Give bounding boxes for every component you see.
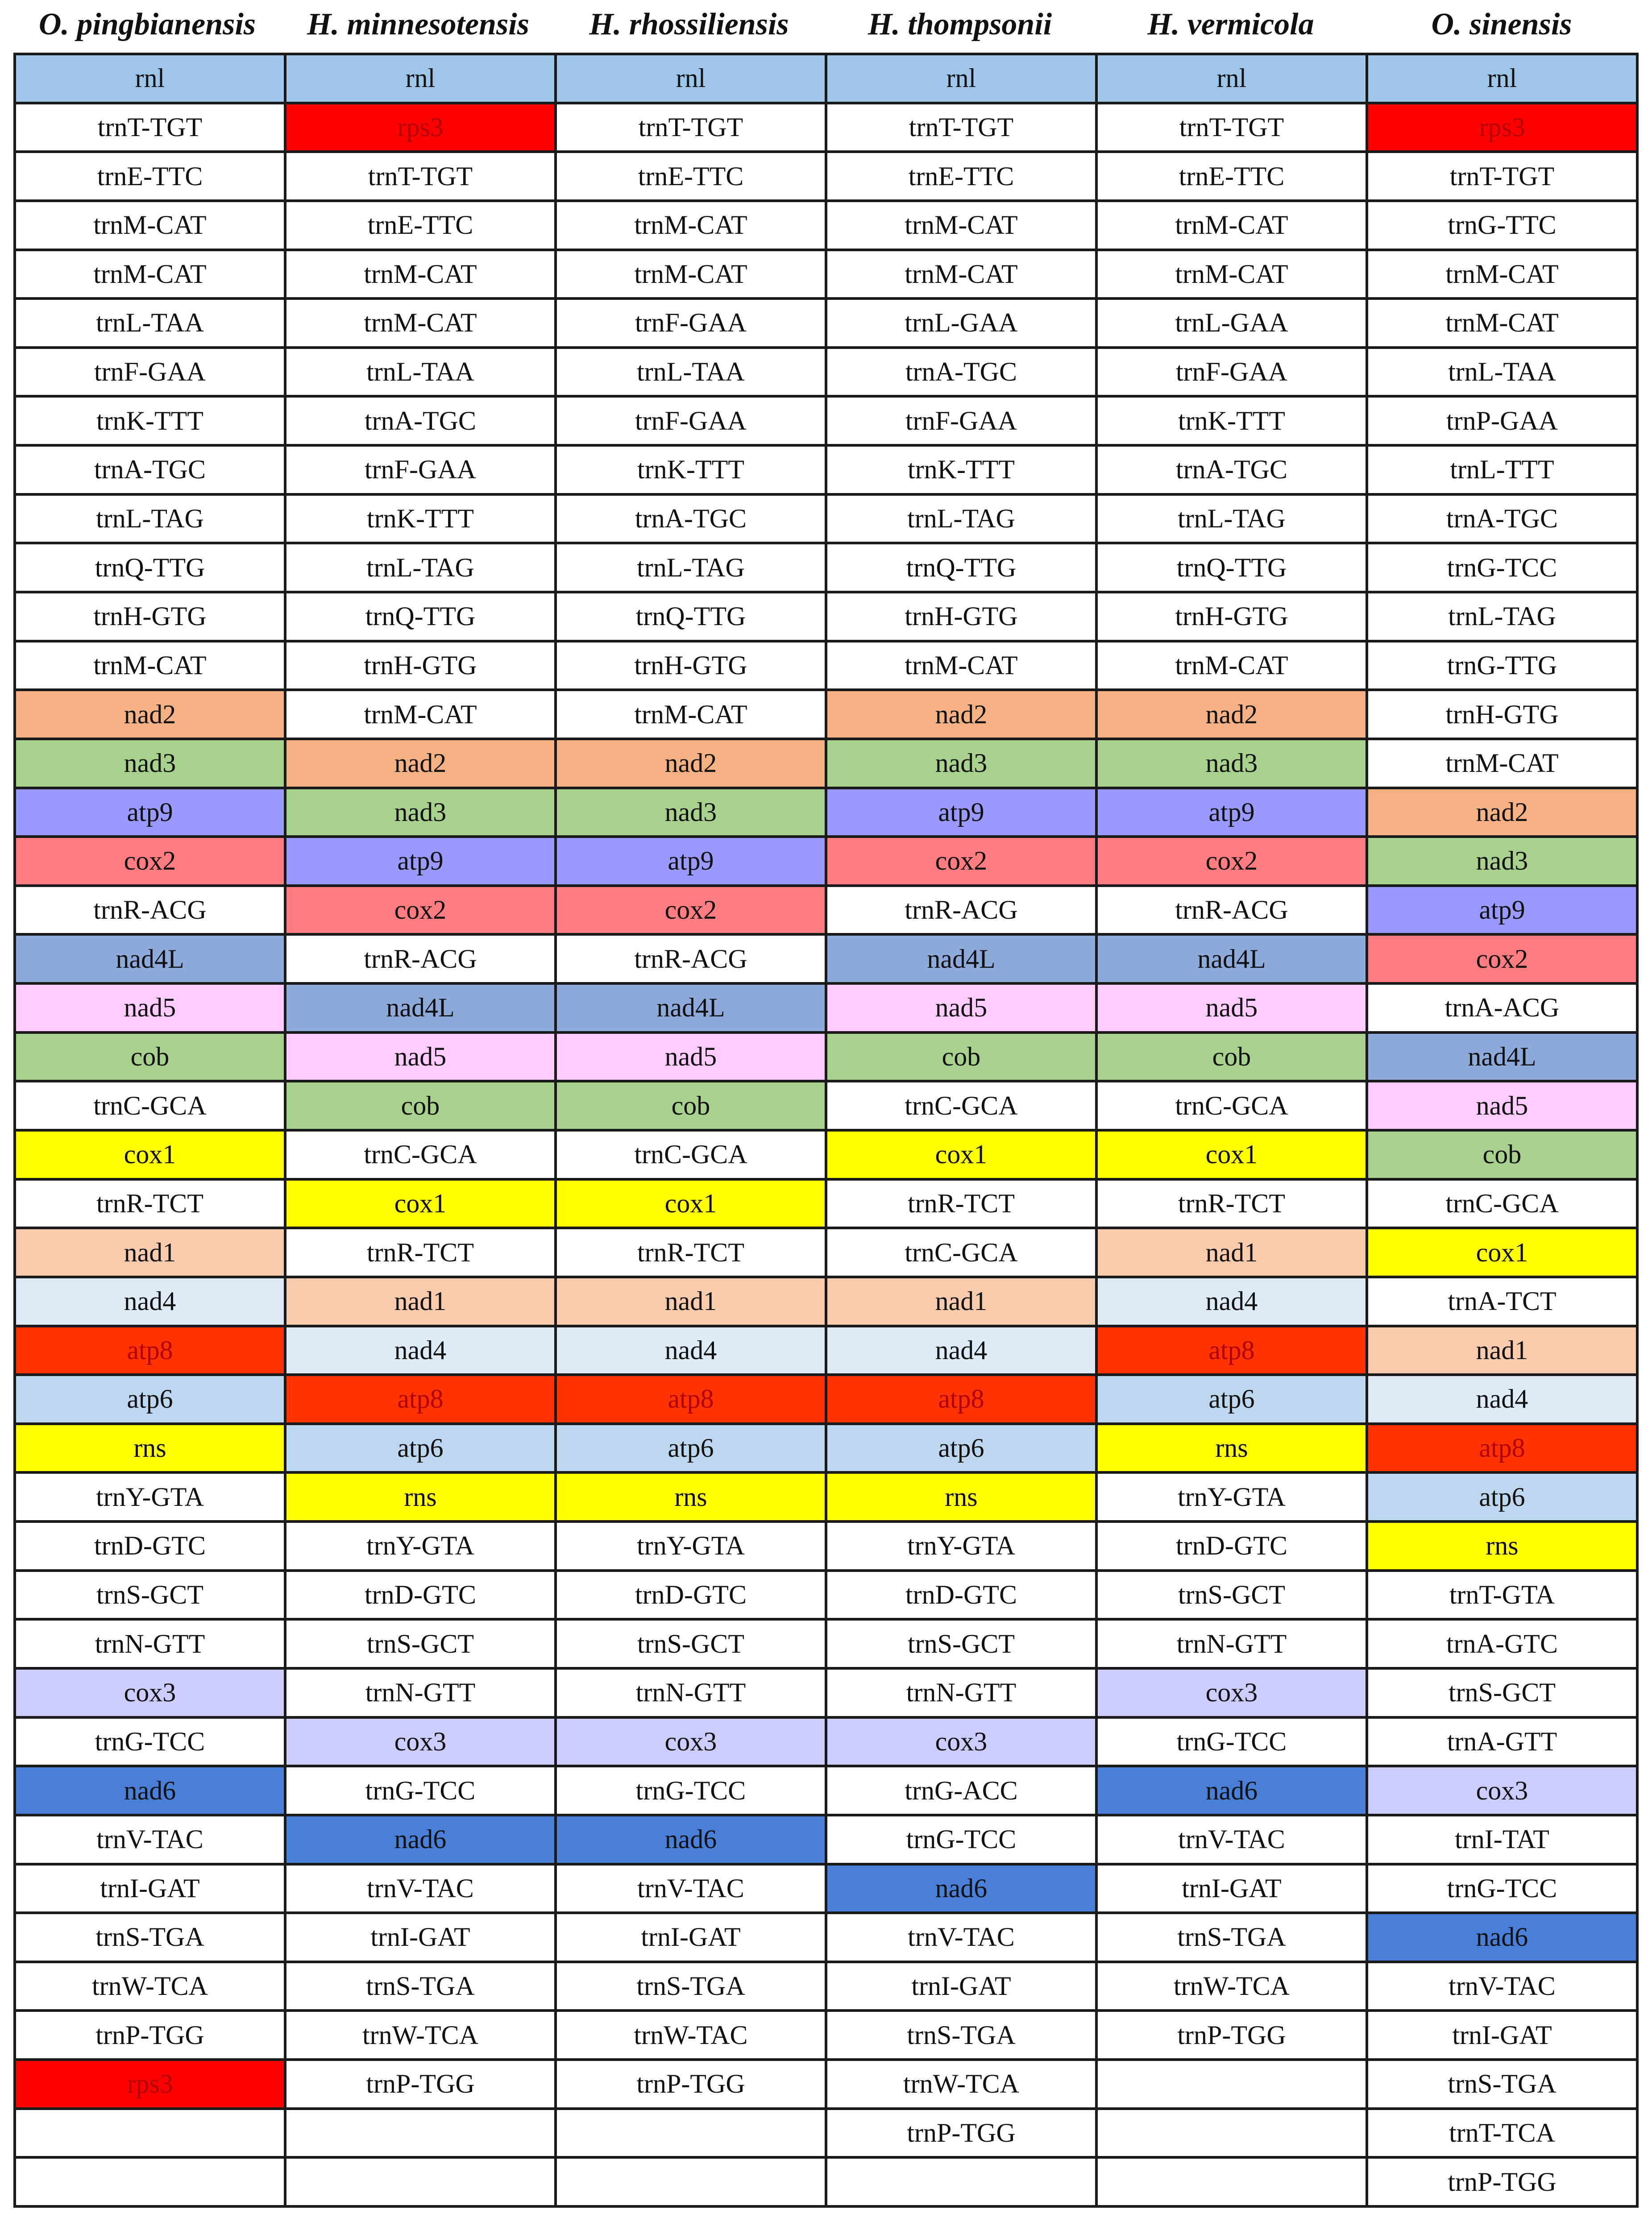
gene-cell: trnC-GCA (557, 1132, 827, 1181)
gene-cell: trnG-TCC (1368, 544, 1639, 593)
gene-cell: nad6 (557, 1816, 827, 1866)
gene-cell: cox1 (827, 1132, 1098, 1181)
gene-cell: trnC-GCA (286, 1132, 557, 1181)
gene-cell: nad6 (1098, 1767, 1368, 1816)
gene-cell: trnV-TAC (1368, 1963, 1639, 2012)
gene-cell: trnS-GCT (557, 1621, 827, 1670)
gene-cell: trnC-GCA (827, 1229, 1098, 1278)
gene-cell: trnE-TTC (1098, 153, 1368, 202)
gene-cell: trnR-TCT (557, 1229, 827, 1278)
gene-cell: trnS-GCT (286, 1621, 557, 1670)
gene-cell: nad4 (286, 1327, 557, 1376)
gene-cell: atp8 (557, 1376, 827, 1425)
gene-cell: atp6 (1368, 1474, 1639, 1523)
gene-cell: nad3 (557, 789, 827, 838)
gene-cell: trnV-TAC (557, 1866, 827, 1915)
gene-cell: trnA-ACG (1368, 985, 1639, 1034)
gene-cell: trnD-GTC (827, 1572, 1098, 1621)
gene-cell: trnL-TAA (557, 349, 827, 398)
gene-cell: nad2 (557, 740, 827, 789)
gene-cell: trnW-TAC (557, 2012, 827, 2061)
gene-cell: atp9 (16, 789, 286, 838)
gene-cell: trnC-GCA (1368, 1181, 1639, 1230)
gene-cell: trnH-GTG (16, 593, 286, 643)
gene-cell: atp6 (286, 1425, 557, 1474)
gene-cell: trnQ-TTG (1098, 544, 1368, 593)
gene-cell: trnH-GTG (557, 643, 827, 692)
gene-cell: trnK-TTT (16, 398, 286, 447)
gene-cell: nad4L (827, 936, 1098, 985)
gene-cell: trnG-ACC (827, 1767, 1098, 1816)
gene-cell: rns (1098, 1425, 1368, 1474)
gene-cell: trnS-GCT (1098, 1572, 1368, 1621)
column-header-h-vermicola: H. vermicola (1147, 7, 1314, 41)
gene-cell (557, 2159, 827, 2208)
gene-cell (1098, 2110, 1368, 2159)
gene-cell: trnW-TCA (286, 2012, 557, 2061)
gene-cell: nad1 (1098, 1229, 1368, 1278)
column-header-h-rhossiliensis: H. rhossiliensis (589, 7, 789, 41)
gene-cell: trnP-TGG (1098, 2012, 1368, 2061)
gene-cell: trnV-TAC (16, 1816, 286, 1866)
gene-cell: trnN-GTT (557, 1670, 827, 1719)
gene-cell: trnM-CAT (16, 251, 286, 300)
gene-cell: trnR-TCT (16, 1181, 286, 1230)
gene-cell: trnP-TGG (557, 2061, 827, 2110)
gene-cell: trnK-TTT (827, 447, 1098, 496)
gene-cell: trnG-TCC (557, 1767, 827, 1816)
gene-cell: trnR-TCT (1098, 1181, 1368, 1230)
gene-cell: trnI-TAT (1368, 1816, 1639, 1866)
gene-cell: trnV-TAC (1098, 1816, 1368, 1866)
gene-cell: cox2 (827, 838, 1098, 887)
gene-cell: trnR-TCT (286, 1229, 557, 1278)
gene-cell: rnl (1368, 55, 1639, 104)
gene-cell: nad3 (16, 740, 286, 789)
gene-cell: nad3 (1098, 740, 1368, 789)
gene-cell: trnM-CAT (1368, 251, 1639, 300)
gene-cell: rns (827, 1474, 1098, 1523)
gene-cell: trnH-GTG (1368, 691, 1639, 740)
gene-cell: trnD-GTC (16, 1523, 286, 1572)
gene-cell: nad4L (286, 985, 557, 1034)
gene-cell: trnG-TCC (16, 1719, 286, 1768)
gene-cell: trnH-GTG (1098, 593, 1368, 643)
gene-cell: trnD-GTC (557, 1572, 827, 1621)
gene-cell: trnL-TAA (16, 300, 286, 349)
gene-cell: cox1 (1368, 1229, 1639, 1278)
gene-cell: trnW-TCA (16, 1963, 286, 2012)
gene-cell: trnG-TCC (286, 1767, 557, 1816)
gene-cell: nad4 (557, 1327, 827, 1376)
gene-cell: trnC-GCA (1098, 1082, 1368, 1132)
gene-cell: trnF-GAA (557, 398, 827, 447)
gene-cell: atp9 (1098, 789, 1368, 838)
gene-cell: rnl (827, 55, 1098, 104)
gene-cell: atp9 (827, 789, 1098, 838)
gene-cell: trnN-GTT (16, 1621, 286, 1670)
gene-cell (557, 2110, 827, 2159)
gene-cell (286, 2159, 557, 2208)
gene-cell: trnG-TCC (1368, 1866, 1639, 1915)
gene-cell: trnN-GTT (827, 1670, 1098, 1719)
gene-cell: trnA-TGC (1098, 447, 1368, 496)
gene-cell: rns (16, 1425, 286, 1474)
gene-cell: nad4L (16, 936, 286, 985)
gene-cell: trnV-TAC (827, 1914, 1098, 1963)
gene-cell: trnM-CAT (557, 251, 827, 300)
gene-cell: trnE-TTC (16, 153, 286, 202)
gene-cell: cob (286, 1082, 557, 1132)
gene-cell: atp8 (286, 1376, 557, 1425)
gene-cell: nad5 (286, 1034, 557, 1083)
gene-cell: cox1 (1098, 1132, 1368, 1181)
gene-cell: rnl (1098, 55, 1368, 104)
gene-cell: cob (827, 1034, 1098, 1083)
gene-cell: cox2 (16, 838, 286, 887)
gene-cell: rnl (286, 55, 557, 104)
gene-cell: nad4L (557, 985, 827, 1034)
gene-cell: trnM-CAT (286, 691, 557, 740)
gene-cell: nad4 (16, 1278, 286, 1327)
gene-cell: rnl (16, 55, 286, 104)
gene-cell: atp8 (1098, 1327, 1368, 1376)
gene-cell: rns (557, 1474, 827, 1523)
gene-cell: trnF-GAA (827, 398, 1098, 447)
column-header-h-thompsonii: H. thompsonii (868, 7, 1052, 41)
gene-cell: nad1 (557, 1278, 827, 1327)
gene-cell: trnI-GAT (16, 1866, 286, 1915)
gene-cell: atp6 (1098, 1376, 1368, 1425)
gene-cell (1098, 2061, 1368, 2110)
gene-cell: trnE-TTC (557, 153, 827, 202)
gene-cell: trnM-CAT (827, 251, 1098, 300)
gene-cell: trnT-TGT (16, 104, 286, 153)
gene-cell: trnA-TGC (16, 447, 286, 496)
gene-cell: trnS-TGA (1098, 1914, 1368, 1963)
gene-cell: nad5 (1368, 1082, 1639, 1132)
gene-cell: trnG-TCC (827, 1816, 1098, 1866)
gene-cell: cox3 (16, 1670, 286, 1719)
gene-cell: trnY-GTA (1098, 1474, 1368, 1523)
gene-cell: trnI-GAT (827, 1963, 1098, 2012)
gene-cell: nad6 (1368, 1914, 1639, 1963)
gene-cell: trnT-TGT (1098, 104, 1368, 153)
gene-cell: nad4L (1098, 936, 1368, 985)
gene-cell: cob (1368, 1132, 1639, 1181)
gene-cell: nad5 (557, 1034, 827, 1083)
gene-cell: cox3 (557, 1719, 827, 1768)
gene-cell: trnM-CAT (557, 202, 827, 251)
gene-cell: nad5 (827, 985, 1098, 1034)
gene-cell: trnP-TGG (16, 2012, 286, 2061)
gene-cell: cox1 (557, 1181, 827, 1230)
gene-cell: trnL-TTT (1368, 447, 1639, 496)
gene-cell: nad1 (286, 1278, 557, 1327)
gene-cell: trnQ-TTG (557, 593, 827, 643)
gene-cell: trnM-CAT (1368, 300, 1639, 349)
gene-cell: trnF-GAA (1098, 349, 1368, 398)
gene-cell: nad6 (827, 1866, 1098, 1915)
gene-cell: nad5 (1098, 985, 1368, 1034)
gene-cell: trnG-TTG (1368, 643, 1639, 692)
gene-cell: trnA-TGC (286, 398, 557, 447)
gene-cell: cox3 (827, 1719, 1098, 1768)
gene-cell: rnl (557, 55, 827, 104)
gene-cell: trnA-TGC (557, 496, 827, 545)
gene-cell: trnR-ACG (1098, 887, 1368, 936)
gene-cell: nad4L (1368, 1034, 1639, 1083)
gene-cell: nad5 (16, 985, 286, 1034)
gene-cell: nad2 (1098, 691, 1368, 740)
gene-order-table (13, 53, 1639, 2208)
gene-cell: nad1 (1368, 1327, 1639, 1376)
gene-cell (286, 2110, 557, 2159)
gene-cell: trnL-TAG (16, 496, 286, 545)
gene-cell: trnM-CAT (1098, 643, 1368, 692)
gene-cell: trnK-TTT (557, 447, 827, 496)
gene-cell: cox2 (557, 887, 827, 936)
gene-cell: trnS-TGA (557, 1963, 827, 2012)
gene-cell: trnP-TGG (286, 2061, 557, 2110)
gene-cell: trnN-GTT (286, 1670, 557, 1719)
gene-cell: trnH-GTG (827, 593, 1098, 643)
gene-cell (16, 2110, 286, 2159)
gene-cell: trnI-GAT (286, 1914, 557, 1963)
gene-cell: trnF-GAA (16, 349, 286, 398)
gene-cell: trnR-TCT (827, 1181, 1098, 1230)
gene-cell: trnA-TGC (827, 349, 1098, 398)
gene-cell: trnY-GTA (827, 1523, 1098, 1572)
gene-cell: atp8 (1368, 1425, 1639, 1474)
gene-cell: trnH-GTG (286, 643, 557, 692)
gene-cell: trnM-CAT (557, 691, 827, 740)
gene-cell: trnI-GAT (557, 1914, 827, 1963)
gene-cell: rps3 (1368, 104, 1639, 153)
gene-cell: trnL-GAA (827, 300, 1098, 349)
gene-cell: cox2 (1368, 936, 1639, 985)
gene-cell: atp6 (557, 1425, 827, 1474)
gene-cell: rps3 (16, 2061, 286, 2110)
gene-cell: nad1 (827, 1278, 1098, 1327)
gene-cell: cox2 (1098, 838, 1368, 887)
gene-cell (1098, 2159, 1368, 2208)
gene-cell: trnA-TGC (1368, 496, 1639, 545)
gene-cell: trnM-CAT (286, 300, 557, 349)
gene-cell: trnE-TTC (827, 153, 1098, 202)
gene-cell: cob (557, 1082, 827, 1132)
gene-cell: nad1 (16, 1229, 286, 1278)
gene-cell: trnV-TAC (286, 1866, 557, 1915)
gene-cell: trnI-GAT (1368, 2012, 1639, 2061)
gene-cell: cox3 (1368, 1767, 1639, 1816)
gene-cell: rns (1368, 1523, 1639, 1572)
gene-cell: trnL-TAA (286, 349, 557, 398)
gene-cell: trnM-CAT (16, 643, 286, 692)
gene-cell: trnC-GCA (16, 1082, 286, 1132)
gene-cell: trnG-TCC (1098, 1719, 1368, 1768)
gene-cell: trnL-TAG (1368, 593, 1639, 643)
gene-cell: nad2 (16, 691, 286, 740)
gene-cell: trnR-ACG (16, 887, 286, 936)
gene-cell: rns (286, 1474, 557, 1523)
gene-cell: cob (1098, 1034, 1368, 1083)
gene-cell: trnQ-TTG (286, 593, 557, 643)
gene-cell: trnS-TGA (16, 1914, 286, 1963)
gene-cell: trnA-GTT (1368, 1719, 1639, 1768)
gene-cell: trnT-GTA (1368, 1572, 1639, 1621)
gene-cell: trnT-TGT (827, 104, 1098, 153)
gene-cell: nad2 (1368, 789, 1639, 838)
gene-cell: trnS-GCT (16, 1572, 286, 1621)
gene-cell: trnI-GAT (1098, 1866, 1368, 1915)
gene-cell: atp9 (1368, 887, 1639, 936)
gene-cell: trnM-CAT (827, 202, 1098, 251)
gene-cell: trnQ-TTG (16, 544, 286, 593)
gene-cell: nad4 (1098, 1278, 1368, 1327)
gene-cell: trnA-GTC (1368, 1621, 1639, 1670)
gene-cell: nad3 (286, 789, 557, 838)
gene-cell: atp9 (286, 838, 557, 887)
gene-cell: trnT-TGT (1368, 153, 1639, 202)
gene-cell: trnL-TAG (827, 496, 1098, 545)
gene-cell: cox3 (286, 1719, 557, 1768)
gene-cell: cox2 (286, 887, 557, 936)
gene-cell: nad2 (286, 740, 557, 789)
gene-cell: trnF-GAA (557, 300, 827, 349)
gene-cell: trnM-CAT (1098, 251, 1368, 300)
gene-cell: trnK-TTT (286, 496, 557, 545)
gene-cell: trnM-CAT (1368, 740, 1639, 789)
gene-cell: trnP-TGG (827, 2110, 1098, 2159)
gene-cell: trnE-TTC (286, 202, 557, 251)
gene-cell: trnT-TCA (1368, 2110, 1639, 2159)
gene-cell: cob (16, 1034, 286, 1083)
gene-cell: trnS-GCT (1368, 1670, 1639, 1719)
gene-cell: cox3 (1098, 1670, 1368, 1719)
gene-cell: trnT-TGT (557, 104, 827, 153)
gene-cell (827, 2159, 1098, 2208)
gene-cell: trnL-TAG (1098, 496, 1368, 545)
gene-cell: trnL-TAG (286, 544, 557, 593)
gene-cell: trnP-TGG (1368, 2159, 1639, 2208)
gene-cell: trnL-GAA (1098, 300, 1368, 349)
gene-cell: trnG-TTC (1368, 202, 1639, 251)
gene-cell: trnS-GCT (827, 1621, 1098, 1670)
gene-cell: nad2 (827, 691, 1098, 740)
gene-cell: trnW-TCA (1098, 1963, 1368, 2012)
gene-cell: trnR-ACG (827, 887, 1098, 936)
gene-cell: trnS-TGA (1368, 2061, 1639, 2110)
gene-cell: atp6 (16, 1376, 286, 1425)
gene-cell: cox1 (16, 1132, 286, 1181)
gene-cell: trnY-GTA (557, 1523, 827, 1572)
gene-cell: trnL-TAG (557, 544, 827, 593)
gene-cell: nad4 (827, 1327, 1098, 1376)
gene-cell: trnS-TGA (286, 1963, 557, 2012)
gene-cell: trnM-CAT (286, 251, 557, 300)
gene-cell: trnF-GAA (286, 447, 557, 496)
gene-cell: atp6 (827, 1425, 1098, 1474)
gene-cell: atp8 (16, 1327, 286, 1376)
gene-cell: trnT-TGT (286, 153, 557, 202)
gene-cell: nad3 (827, 740, 1098, 789)
gene-cell: trnM-CAT (16, 202, 286, 251)
gene-cell: trnR-ACG (286, 936, 557, 985)
column-header-o-sinensis: O. sinensis (1431, 7, 1572, 41)
gene-cell: trnL-TAA (1368, 349, 1639, 398)
gene-cell: trnN-GTT (1098, 1621, 1368, 1670)
gene-cell: trnY-GTA (286, 1523, 557, 1572)
gene-cell: nad4 (1368, 1376, 1639, 1425)
gene-cell: rps3 (286, 104, 557, 153)
gene-cell: nad6 (286, 1816, 557, 1866)
gene-cell: cox1 (286, 1181, 557, 1230)
gene-cell: trnW-TCA (827, 2061, 1098, 2110)
gene-cell: trnK-TTT (1098, 398, 1368, 447)
gene-cell (16, 2159, 286, 2208)
gene-cell: atp8 (827, 1376, 1098, 1425)
gene-cell: trnD-GTC (1098, 1523, 1368, 1572)
gene-cell: trnC-GCA (827, 1082, 1098, 1132)
column-header-o-pingbianensis: O. pingbianensis (38, 7, 256, 41)
gene-cell: trnY-GTA (16, 1474, 286, 1523)
gene-cell: nad3 (1368, 838, 1639, 887)
gene-cell: trnD-GTC (286, 1572, 557, 1621)
gene-cell: trnQ-TTG (827, 544, 1098, 593)
gene-cell: trnS-TGA (827, 2012, 1098, 2061)
gene-cell: trnR-ACG (557, 936, 827, 985)
column-header-h-minnesotensis: H. minnesotensis (307, 7, 529, 41)
gene-cell: trnA-TCT (1368, 1278, 1639, 1327)
gene-cell: trnP-GAA (1368, 398, 1639, 447)
gene-cell: nad6 (16, 1767, 286, 1816)
gene-cell: trnM-CAT (827, 643, 1098, 692)
gene-cell: trnM-CAT (1098, 202, 1368, 251)
gene-cell: atp9 (557, 838, 827, 887)
